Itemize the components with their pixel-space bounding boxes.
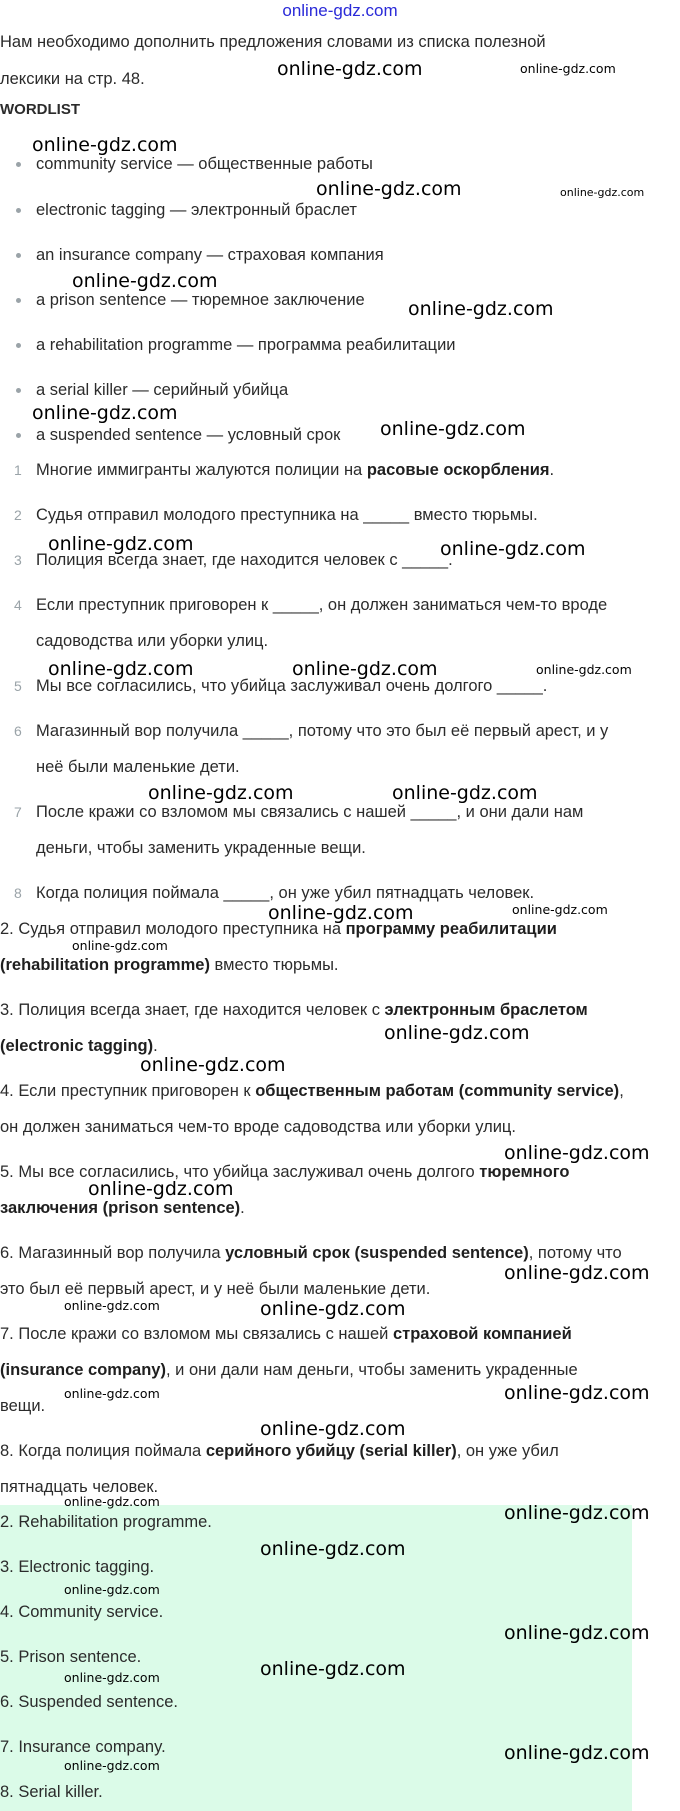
watermark: online-gdz.com — [64, 1298, 160, 1313]
site-title-link[interactable]: online-gdz.com — [282, 1, 398, 20]
answer-line — [0, 1243, 622, 1263]
answer-text: , — [619, 1082, 624, 1100]
watermark: online-gdz.com — [520, 61, 616, 76]
answer-text: , и они дали нам деньги, чтобы заменить украденные — [165, 1361, 578, 1379]
answer-line — [0, 955, 339, 975]
exercise-number: 4 — [14, 597, 22, 613]
answer-text: 8. Когда полиция поймала — [0, 1442, 206, 1460]
watermark: online-gdz.com — [260, 1538, 406, 1560]
answer-line: он должен заниматься чем-то вроде садоводства или уборки улиц. — [0, 1118, 516, 1136]
answer-text: 4. Если преступник приговорен к — [0, 1082, 256, 1100]
watermark: online-gdz.com — [140, 1054, 286, 1076]
exercise-sentence — [36, 460, 554, 480]
bullet-icon — [16, 433, 21, 438]
exercise-sentence: Судья отправил молодого преступника на _____ вместо тюрьмы. — [36, 506, 538, 524]
exercise-number: 5 — [14, 678, 22, 694]
watermark: online-gdz.com — [64, 1386, 160, 1401]
answer-line — [0, 1162, 569, 1182]
watermark: online-gdz.com — [536, 662, 632, 677]
watermark: online-gdz.com — [260, 1418, 406, 1440]
watermark: online-gdz.com — [260, 1658, 406, 1680]
bullet-icon — [16, 388, 21, 393]
exercise-sentence-continued: неё были маленькие дети. — [36, 758, 240, 776]
watermark: online-gdz.com — [504, 1742, 650, 1764]
watermark: online-gdz.com — [504, 1382, 650, 1404]
watermark: online-gdz.com — [48, 658, 194, 680]
answer-text: . — [153, 1037, 158, 1055]
exercise-number: 1 — [14, 462, 22, 478]
watermark: online-gdz.com — [64, 1670, 160, 1685]
bullet-icon — [16, 298, 21, 303]
watermark: online-gdz.com — [512, 902, 608, 917]
bullet-icon — [16, 253, 21, 258]
answer-text: 7. После кражи со взломом мы связались с нашей — [0, 1325, 393, 1343]
wordlist-item: a rehabilitation programme — программа реабилитации — [36, 336, 456, 354]
wordlist-item: community service — общественные работы — [36, 155, 373, 173]
exercise-text: Многие иммигранты жалуются полиции на — [36, 461, 367, 479]
watermark: online-gdz.com — [380, 418, 526, 440]
watermark: online-gdz.com — [560, 186, 645, 199]
exercise-number: 2 — [14, 507, 22, 523]
short-answer: 6. Suspended sentence. — [0, 1693, 178, 1711]
exercise-number: 7 — [14, 804, 22, 820]
intro-line-1: Нам необходимо дополнить предложения словами из списка полезной — [0, 33, 546, 51]
answer-text: 3. Полиция всегда знает, где находится человек с — [0, 1001, 385, 1019]
answer-line — [0, 1081, 624, 1101]
short-answer: 4. Community service. — [0, 1603, 164, 1621]
answer-line: вещи. — [0, 1397, 46, 1415]
answer-text: 2. Судья отправил молодого преступника на — [0, 920, 346, 938]
watermark: online-gdz.com — [316, 178, 462, 200]
short-answer: 5. Prison sentence. — [0, 1648, 142, 1666]
answer-bold: электронным браслетом — [384, 1001, 588, 1019]
wordlist-item: a serial killer — серийный убийца — [36, 381, 289, 399]
answer-text: 6. Магазинный вор получила — [0, 1244, 226, 1262]
answer-bold: (insurance company) — [0, 1361, 166, 1379]
watermark: online-gdz.com — [64, 1758, 160, 1773]
answer-bold: условный срок (suspended sentence) — [225, 1244, 529, 1262]
wordlist-item: a suspended sentence — условный срок — [36, 426, 341, 444]
exercise-sentence: Когда полиция поймала _____, он уже убил пятнадцать человек. — [36, 884, 535, 902]
answer-bold: (rehabilitation programme) — [0, 956, 210, 974]
intro-line-2: лексики на стр. 48. — [0, 70, 145, 88]
exercise-sentence: Магазинный вор получила _____, потому что это был её первый арест, и у — [36, 722, 609, 740]
watermark: online-gdz.com — [408, 298, 554, 320]
answer-bold: программу реабилитации — [345, 920, 557, 938]
short-answer: 8. Serial killer. — [0, 1783, 103, 1801]
exercise-sentence-continued: садоводства или уборки улиц. — [36, 632, 269, 650]
watermark: online-gdz.com — [504, 1622, 650, 1644]
short-answer: 3. Electronic tagging. — [0, 1558, 155, 1576]
answer-text: вместо тюрьмы. — [209, 956, 339, 974]
watermark: online-gdz.com — [384, 1022, 530, 1044]
exercise-sentence: Мы все согласились, что убийца заслуживал очень долгого _____. — [36, 677, 548, 695]
watermark: online-gdz.com — [504, 1142, 650, 1164]
exercise-number: 8 — [14, 885, 22, 901]
bullet-icon — [16, 208, 21, 213]
answer-text: 5. Мы все согласились, что убийца заслуживал очень долгого — [0, 1163, 480, 1181]
watermark: online-gdz.com — [72, 270, 218, 292]
watermark: online-gdz.com — [64, 1494, 160, 1509]
exercise-text: . — [549, 461, 555, 479]
answer-bold: (electronic tagging) — [0, 1037, 154, 1055]
watermark: online-gdz.com — [48, 533, 194, 555]
answer-line: пятнадцать человек. — [0, 1478, 159, 1496]
exercise-sentence: После кражи со взломом мы связались с нашей _____, и они дали нам — [36, 803, 584, 821]
exercise-sentence: Если преступник приговорен к _____, он должен заниматься чем-то вроде — [36, 596, 608, 614]
answer-bold: тюремного — [479, 1163, 570, 1181]
answer-line — [0, 1324, 572, 1344]
answer-text: , потому что — [528, 1244, 622, 1262]
answer-bold: серийного убийцу (serial killer) — [205, 1442, 457, 1460]
answer-line: это был её первый арест, и у неё были маленькие дети. — [0, 1280, 431, 1298]
watermark: online-gdz.com — [32, 402, 178, 424]
answer-line — [0, 1036, 158, 1056]
short-answer: 2. Rehabilitation programme. — [0, 1513, 212, 1531]
answer-bold: заключения (prison sentence) — [0, 1199, 241, 1217]
watermark: online-gdz.com — [64, 1582, 160, 1597]
bullet-icon — [16, 162, 21, 167]
exercise-sentence-continued: деньги, чтобы заменить украденные вещи. — [36, 839, 366, 857]
watermark: online-gdz.com — [292, 658, 438, 680]
exercise-number: 6 — [14, 723, 22, 739]
watermark: online-gdz.com — [277, 58, 423, 80]
answer-bold: страховой компанией — [392, 1325, 572, 1343]
answer-text: , он уже убил — [456, 1442, 559, 1460]
watermark: online-gdz.com — [148, 782, 294, 804]
watermark: online-gdz.com — [504, 1502, 650, 1524]
short-answer: 7. Insurance company. — [0, 1738, 166, 1756]
wordlist-heading: WORDLIST — [0, 101, 80, 118]
answer-bold: общественным работам (community service) — [255, 1082, 620, 1100]
watermark: online-gdz.com — [260, 1298, 406, 1320]
answer-line — [0, 1198, 245, 1218]
watermark: online-gdz.com — [392, 782, 538, 804]
wordlist-item: a prison sentence — тюремное заключение — [36, 291, 365, 309]
exercise-sentence: Полиция всегда знает, где находится человек с _____. — [36, 551, 453, 569]
answer-line — [0, 1360, 578, 1380]
watermark: online-gdz.com — [88, 1178, 234, 1200]
watermark: online-gdz.com — [32, 134, 178, 156]
answer-text: . — [240, 1199, 245, 1217]
wordlist-item: electronic tagging — электронный браслет — [36, 201, 357, 219]
exercise-number: 3 — [14, 552, 22, 568]
bullet-icon — [16, 343, 21, 348]
watermark: online-gdz.com — [72, 938, 168, 953]
answer-line — [0, 1441, 559, 1461]
wordlist-item: an insurance company — страховая компания — [36, 246, 384, 264]
watermark: online-gdz.com — [504, 1262, 650, 1284]
exercise-answer-bold: расовые оскорбления — [366, 461, 550, 479]
watermark: online-gdz.com — [440, 538, 586, 560]
answer-line — [0, 1000, 588, 1020]
watermark: online-gdz.com — [268, 902, 414, 924]
